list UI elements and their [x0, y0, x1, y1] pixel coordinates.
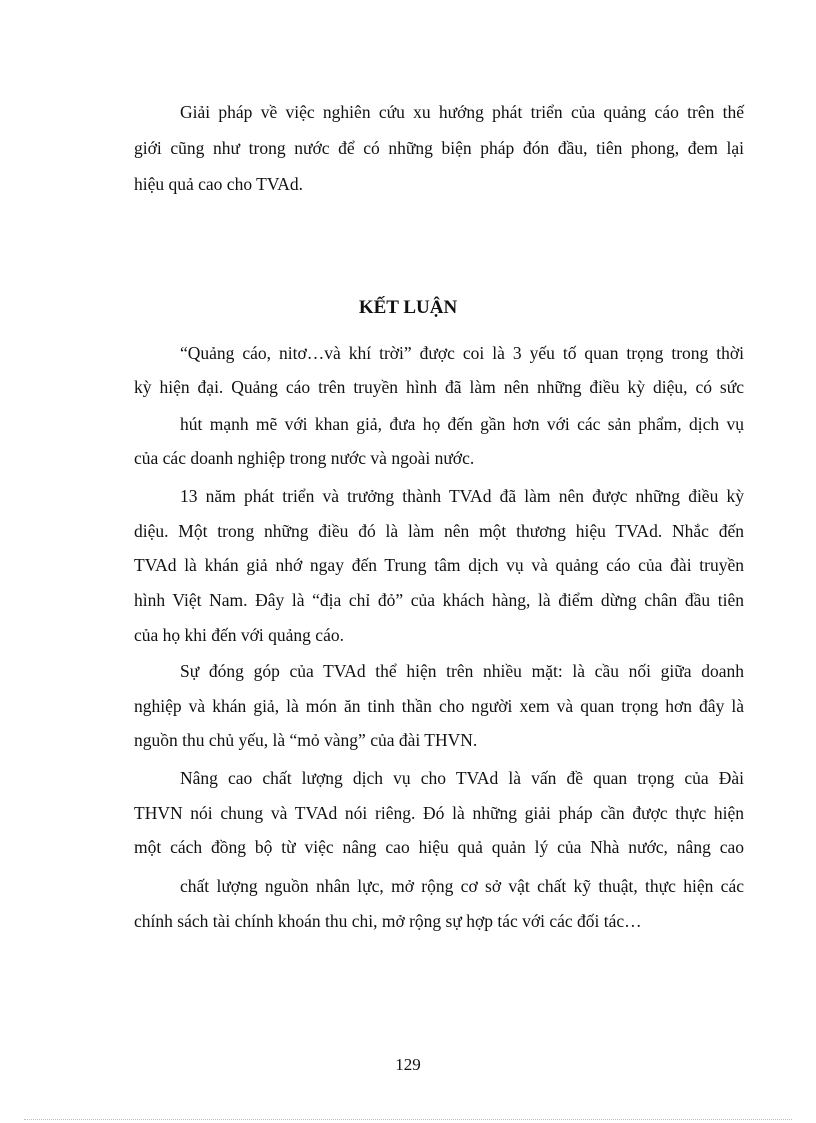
body-line-7: TVAd là khán giả nhớ ngay đến Trung tâm dịch vụ và quảng cáo của đài truyền: [134, 555, 744, 575]
body-line-12: nguồn thu chủ yếu, là “mỏ vàng” của đài THVN.: [134, 730, 478, 750]
intro-line-3: hiệu quả cao cho TVAd.: [134, 174, 303, 194]
body-line-14: THVN nói chung và TVAd nói riêng. Đó là những giải pháp cần được thực hiện: [134, 803, 744, 823]
body-line-8: hình Việt Nam. Đây là “địa chỉ đỏ” của khách hàng, là điểm dừng chân đầu tiên: [134, 590, 744, 610]
section-heading: KẾT LUẬN: [358, 297, 458, 318]
body-line-6: diệu. Một trong những điều đó là làm nên một thương hiệu TVAd. Nhắc đến: [134, 521, 744, 541]
body-line-15: một cách đồng bộ từ việc nâng cao hiệu quả quản lý của Nhà nước, nâng cao: [134, 837, 744, 857]
body-line-16: chất lượng nguồn nhân lực, mở rộng cơ sở vật chất kỹ thuật, thực hiện các: [180, 876, 744, 896]
body-line-17: chính sách tài chính khoán thu chi, mở rộng sự hợp tác với các đối tác…: [134, 911, 642, 931]
page-number: 129: [395, 1055, 421, 1074]
intro-line-1: Giải pháp về việc nghiên cứu xu hướng phát triển của quảng cáo trên thế: [180, 102, 744, 122]
body-line-2: kỳ hiện đại. Quảng cáo trên truyền hình đã làm nên những điều kỳ diệu, có sức: [134, 377, 744, 397]
body-line-10: Sự đóng góp của TVAd thể hiện trên nhiều mặt: là cầu nối giữa doanh: [180, 661, 744, 681]
body-line-3: hút mạnh mẽ với khan giả, đưa họ đến gần hơn với các sản phẩm, dịch vụ: [180, 414, 744, 434]
footer-divider: [24, 1119, 792, 1120]
body-line-5: 13 năm phát triển và trưởng thành TVAd đã làm nên được những điều kỳ: [180, 486, 744, 506]
body-line-9: của họ khi đến với quảng cáo.: [134, 625, 344, 645]
body-line-11: nghiệp và khán giả, là món ăn tinh thần cho người xem và quan trọng hơn đây là: [134, 696, 744, 716]
intro-line-2: giới cũng như trong nước để có những biện pháp đón đầu, tiên phong, đem lại: [134, 138, 744, 158]
body-line-4: của các doanh nghiệp trong nước và ngoài nước.: [134, 448, 475, 468]
body-line-13: Nâng cao chất lượng dịch vụ cho TVAd là vấn đề quan trọng của Đài: [180, 768, 744, 788]
body-line-1: “Quảng cáo, nitơ…và khí trời” được coi là 3 yếu tố quan trọng trong thời: [180, 343, 744, 363]
